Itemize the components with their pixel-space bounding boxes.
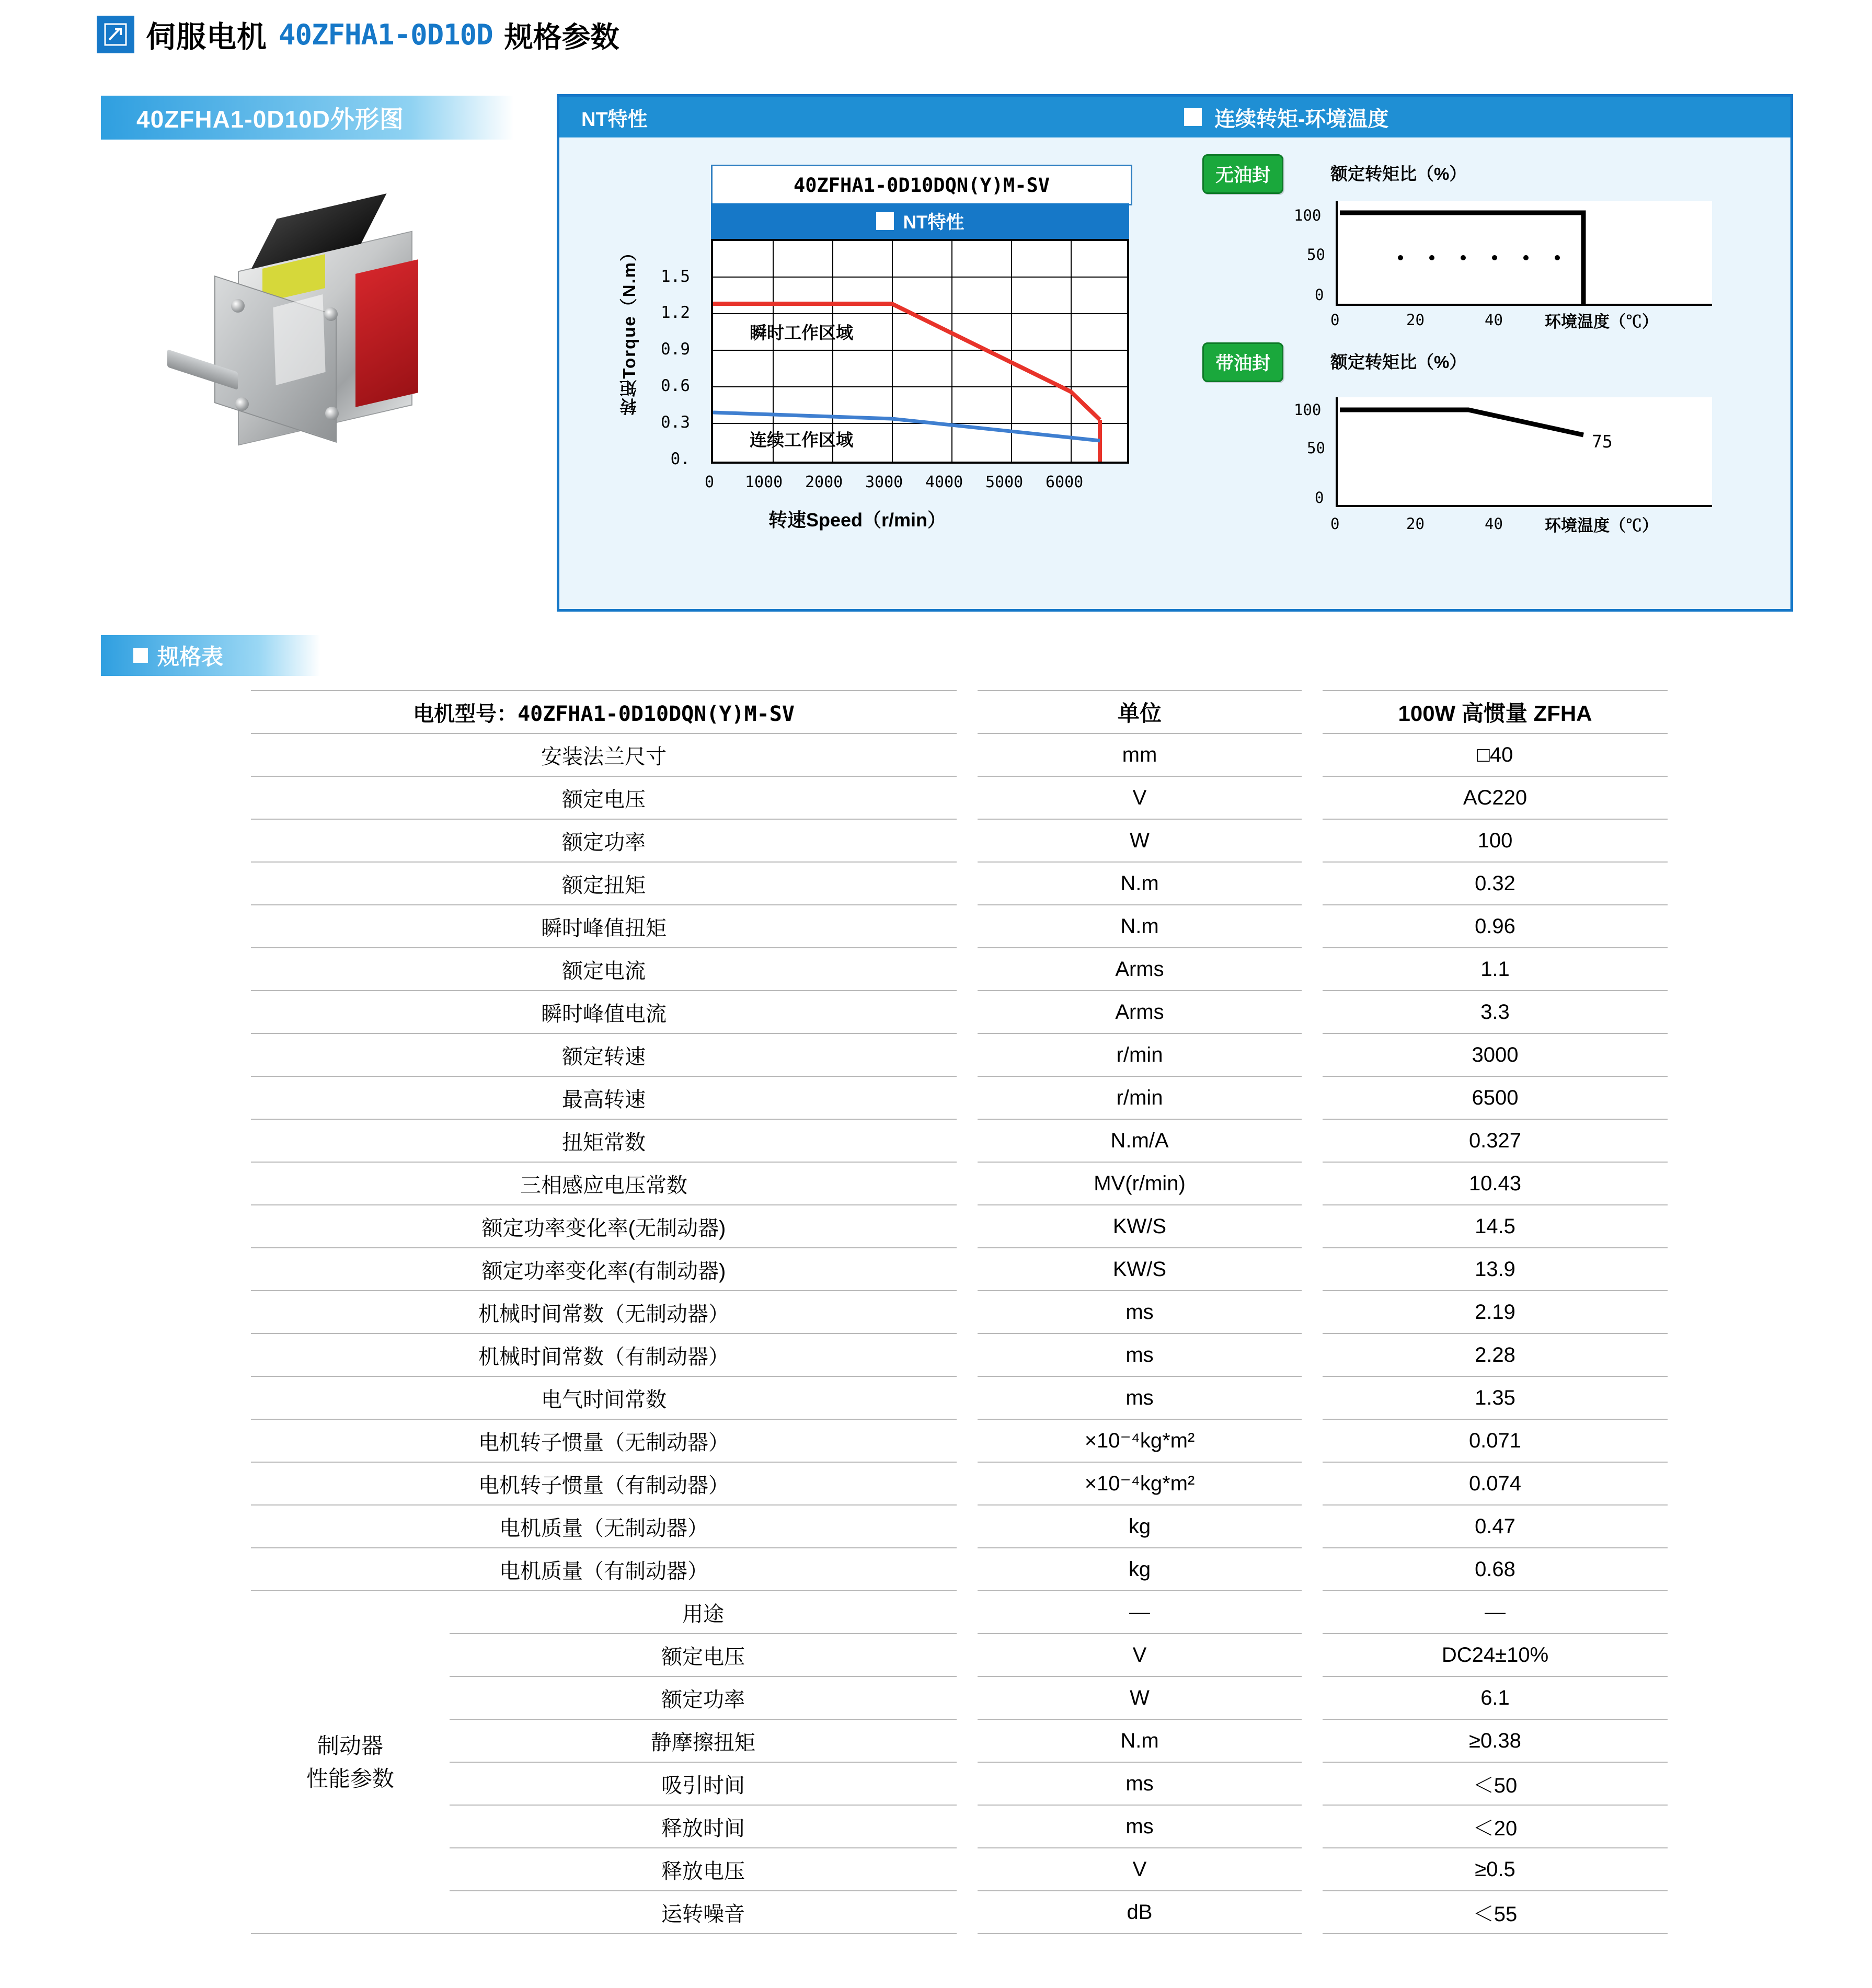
- temp-x-tick: 0: [1330, 515, 1340, 533]
- nt-x-tick: 6000: [1046, 473, 1084, 491]
- row-name: 额定电流: [251, 948, 957, 991]
- row-unit: N.m: [978, 905, 1302, 948]
- with-oil-seal-tag: 带油封: [1202, 342, 1283, 382]
- header-subtitle: 规格参数: [504, 20, 619, 53]
- table-row: [251, 1891, 1668, 1934]
- brake-group-label-line1: 制动器: [317, 1733, 383, 1758]
- brake-group-label-line2: 性能参数: [306, 1766, 394, 1791]
- row-value: 0.47: [1323, 1505, 1668, 1548]
- spec-table-ribbon-label: 规格表: [157, 645, 224, 669]
- motor-illustration: [152, 188, 497, 481]
- row-name: 三相感应电压常数: [251, 1162, 957, 1205]
- temp-y-tick: 100: [1294, 206, 1322, 224]
- header-model-cell: 电机型号：40ZFHA1-0D10DQN(Y)M-SV: [251, 691, 957, 733]
- table-row: [251, 991, 1668, 1033]
- row-unit: kg: [978, 1548, 1302, 1591]
- spec-table-ribbon: [101, 635, 320, 676]
- row-name: 静摩擦扭矩: [450, 1719, 957, 1762]
- row-unit: ms: [978, 1376, 1302, 1419]
- row-name: 电机质量（无制动器）: [251, 1505, 957, 1548]
- table-row: [251, 1762, 1668, 1805]
- brake-group-label: [251, 1591, 450, 1934]
- row-value: 6500: [1323, 1076, 1668, 1119]
- nt-y-tick: 1.2: [661, 303, 690, 322]
- row-name: 额定扭矩: [251, 862, 957, 905]
- row-value: ≥0.5: [1323, 1848, 1668, 1891]
- row-name: 机械时间常数（无制动器）: [251, 1291, 957, 1334]
- row-name: 额定转速: [251, 1033, 957, 1076]
- characteristics-panel-header: [559, 97, 1790, 137]
- motor-connector-red: [355, 259, 418, 407]
- row-unit: W: [978, 1676, 1302, 1719]
- row-value: 14.5: [1323, 1205, 1668, 1248]
- row-value: 2.28: [1323, 1334, 1668, 1376]
- table-row: [251, 1291, 1668, 1334]
- nt-y-tick: 0.6: [661, 376, 690, 395]
- row-unit: N.m: [978, 1719, 1302, 1762]
- temp-chart-with-seal: [1202, 342, 1767, 562]
- row-name: 电机质量（有制动器）: [251, 1548, 957, 1591]
- row-name: 用途: [450, 1591, 957, 1634]
- nt-x-tick: 5000: [985, 473, 1024, 491]
- row-name: 额定电压: [251, 776, 957, 819]
- row-unit: V: [978, 1634, 1302, 1676]
- row-unit: KW/S: [978, 1248, 1302, 1291]
- row-name: 额定功率: [251, 819, 957, 862]
- temp-plot-area-with-seal: [1336, 397, 1712, 507]
- table-row: [251, 1462, 1668, 1505]
- temp-chart-no-seal: [1202, 154, 1767, 353]
- row-value: 100: [1323, 819, 1668, 862]
- row-value: 3.3: [1323, 991, 1668, 1033]
- row-value: ＜55: [1323, 1891, 1668, 1934]
- table-row: [251, 819, 1668, 862]
- row-unit: KW/S: [978, 1205, 1302, 1248]
- row-unit: ms: [978, 1762, 1302, 1805]
- row-name: 额定电压: [450, 1634, 957, 1676]
- temp-y-tick: 0: [1315, 286, 1324, 304]
- nt-x-tick: 4000: [925, 473, 963, 491]
- nt-y-tick: 1.5: [661, 267, 690, 286]
- table-row: [251, 1419, 1668, 1462]
- nt-chart: [612, 165, 1161, 593]
- row-value: 0.074: [1323, 1462, 1668, 1505]
- row-name: 瞬时峰值电流: [251, 991, 957, 1033]
- header-value-cell: 100W 高惯量 ZFHA: [1323, 691, 1668, 733]
- table-row: [251, 1033, 1668, 1076]
- motor-bolt-icon: [231, 299, 245, 313]
- row-value: 0.327: [1323, 1119, 1668, 1162]
- row-unit: dB: [978, 1891, 1302, 1934]
- row-unit: ms: [978, 1334, 1302, 1376]
- nt-y-tick: 0.3: [661, 413, 690, 432]
- bullet-square-icon: [1184, 108, 1202, 126]
- temp-x-tick: 40: [1485, 515, 1503, 533]
- nt-zone-continuous-label: 连续工作区域: [750, 430, 853, 450]
- row-unit: ×10⁻⁴kg*m²: [978, 1419, 1302, 1462]
- table-row: [251, 1548, 1668, 1591]
- row-unit: mm: [978, 733, 1302, 776]
- row-value: 10.43: [1323, 1162, 1668, 1205]
- page-title: 伺服电机: [146, 20, 267, 54]
- table-row: [251, 1376, 1668, 1419]
- temp-x-tick: 0: [1330, 311, 1340, 329]
- company-logo-icon: [97, 16, 134, 53]
- page-header: [97, 13, 619, 56]
- table-row: [251, 733, 1668, 776]
- nt-y-tick: 0.9: [661, 340, 690, 359]
- table-row: [251, 1634, 1668, 1676]
- nt-x-axis-label: 转速Speed（r/min）: [768, 509, 947, 531]
- row-value: ≥0.38: [1323, 1719, 1668, 1762]
- panel-header-right: [1184, 102, 1388, 132]
- temp-chart-axis-title: 额定转矩比（%）: [1330, 352, 1467, 372]
- row-value: 0.071: [1323, 1419, 1668, 1462]
- row-name: 释放时间: [450, 1805, 957, 1848]
- table-row: [251, 1119, 1668, 1162]
- table-row: [251, 1719, 1668, 1762]
- nt-chart-subtitle: NT特性: [903, 212, 964, 233]
- row-value: 0.32: [1323, 862, 1668, 905]
- row-unit: Arms: [978, 991, 1302, 1033]
- row-value: 1.35: [1323, 1376, 1668, 1419]
- table-row: [251, 862, 1668, 905]
- row-name: 额定功率变化率(无制动器): [251, 1205, 957, 1248]
- row-value: □40: [1323, 733, 1668, 776]
- bullet-square-icon: [133, 648, 148, 663]
- row-name: 扭矩常数: [251, 1119, 957, 1162]
- row-name: 释放电压: [450, 1848, 957, 1891]
- motor-bolt-icon: [325, 407, 339, 420]
- row-name: 额定功率: [450, 1676, 957, 1719]
- motor-nameplate: [273, 294, 325, 385]
- row-value: 0.68: [1323, 1548, 1668, 1591]
- row-name: 电机转子惯量（有制动器）: [251, 1462, 957, 1505]
- nt-x-tick: 1000: [745, 473, 783, 491]
- row-unit: —: [978, 1591, 1302, 1634]
- row-unit: MV(r/min): [978, 1162, 1302, 1205]
- header-unit-cell: 单位: [978, 691, 1302, 733]
- row-unit: W: [978, 819, 1302, 862]
- nt-zone-peak-label: 瞬时工作区域: [750, 323, 853, 342]
- table-row: [251, 1676, 1668, 1719]
- row-name: 电机转子惯量（无制动器）: [251, 1419, 957, 1462]
- row-value: 0.96: [1323, 905, 1668, 948]
- temp-chart-axis-title: 额定转矩比（%）: [1330, 164, 1467, 183]
- temp-y-tick: 0: [1315, 489, 1324, 507]
- row-value: ＜50: [1323, 1762, 1668, 1805]
- panel-header-right-label: 连续转矩-环境温度: [1214, 107, 1389, 131]
- row-value: —: [1323, 1591, 1668, 1634]
- row-unit: ×10⁻⁴kg*m²: [978, 1462, 1302, 1505]
- no-oil-seal-tag: 无油封: [1202, 154, 1283, 194]
- temp-plot-area-no-seal: [1336, 201, 1712, 306]
- row-unit: N.m: [978, 862, 1302, 905]
- row-value: DC24±10%: [1323, 1634, 1668, 1676]
- row-value: ＜20: [1323, 1805, 1668, 1848]
- row-unit: V: [978, 1848, 1302, 1891]
- panel-header-left-label: NT特性: [581, 108, 648, 131]
- bullet-square-icon: [876, 212, 894, 230]
- table-row: [251, 1805, 1668, 1848]
- row-value: 2.19: [1323, 1291, 1668, 1334]
- table-row: [251, 776, 1668, 819]
- row-name: 安装法兰尺寸: [251, 733, 957, 776]
- row-name: 运转噪音: [450, 1891, 957, 1934]
- nt-y-tick: 0.: [670, 450, 690, 468]
- table-row: [251, 1505, 1668, 1548]
- row-unit: V: [978, 776, 1302, 819]
- row-unit: ms: [978, 1805, 1302, 1848]
- row-unit: r/min: [978, 1076, 1302, 1119]
- nt-plot-area: [711, 239, 1129, 464]
- header-model: 40ZFHA1-0D10D: [279, 18, 493, 51]
- table-row: [251, 1848, 1668, 1891]
- table-row: [251, 1591, 1668, 1634]
- temp-x-tick: 20: [1406, 515, 1425, 533]
- table-row: [251, 1248, 1668, 1291]
- table-row: [251, 1205, 1668, 1248]
- motor-bolt-icon: [235, 397, 249, 411]
- row-name: 吸引时间: [450, 1762, 957, 1805]
- temp-x-tick: 20: [1406, 311, 1425, 329]
- table-header-row: [251, 691, 1668, 733]
- column-gap: [1302, 691, 1323, 733]
- row-unit: r/min: [978, 1033, 1302, 1076]
- row-value: AC220: [1323, 776, 1668, 819]
- temp-y-tick: 50: [1307, 439, 1325, 457]
- temp-y-tick: 100: [1294, 401, 1322, 419]
- temp-x-axis-label: 环境温度（℃）: [1545, 313, 1658, 331]
- row-value: 13.9: [1323, 1248, 1668, 1291]
- temp-y-tick: 50: [1307, 246, 1325, 263]
- nt-y-axis-label: 转矩Torque（N.m）: [619, 243, 639, 416]
- table-row: [251, 905, 1668, 948]
- row-unit: Arms: [978, 948, 1302, 991]
- nt-x-tick: 0: [705, 473, 715, 491]
- row-value: 3000: [1323, 1033, 1668, 1076]
- column-gap: [957, 691, 978, 733]
- row-value: 1.1: [1323, 948, 1668, 991]
- nt-x-tick: 2000: [805, 473, 843, 491]
- table-row: [251, 948, 1668, 991]
- table-row: [251, 1334, 1668, 1376]
- row-unit: N.m/A: [978, 1119, 1302, 1162]
- row-unit: ms: [978, 1291, 1302, 1334]
- outline-ribbon-label: 40ZFHA1-0D10D外形图: [136, 106, 404, 133]
- nt-chart-subtitle-bar: [711, 203, 1129, 239]
- nt-chart-title: 40ZFHA1-0D10DQN(Y)M-SV: [711, 165, 1132, 205]
- specification-table: [251, 690, 1668, 1934]
- motor-bolt-icon: [324, 307, 338, 321]
- outline-ribbon: [101, 96, 514, 140]
- row-name: 机械时间常数（有制动器）: [251, 1334, 957, 1376]
- temp-annotation-75: 75: [1592, 431, 1613, 452]
- motor-photo: [105, 157, 544, 523]
- nt-x-tick: 3000: [865, 473, 903, 491]
- row-name: 电气时间常数: [251, 1376, 957, 1419]
- temp-x-tick: 40: [1485, 311, 1503, 329]
- table-row: [251, 1076, 1668, 1119]
- row-name: 瞬时峰值扭矩: [251, 905, 957, 948]
- temp-x-axis-label: 环境温度（℃）: [1545, 516, 1658, 535]
- row-name: 最高转速: [251, 1076, 957, 1119]
- row-value: 6.1: [1323, 1676, 1668, 1719]
- characteristics-panel: [557, 94, 1793, 612]
- row-unit: kg: [978, 1505, 1302, 1548]
- row-name: 额定功率变化率(有制动器): [251, 1248, 957, 1291]
- table-row: [251, 1162, 1668, 1205]
